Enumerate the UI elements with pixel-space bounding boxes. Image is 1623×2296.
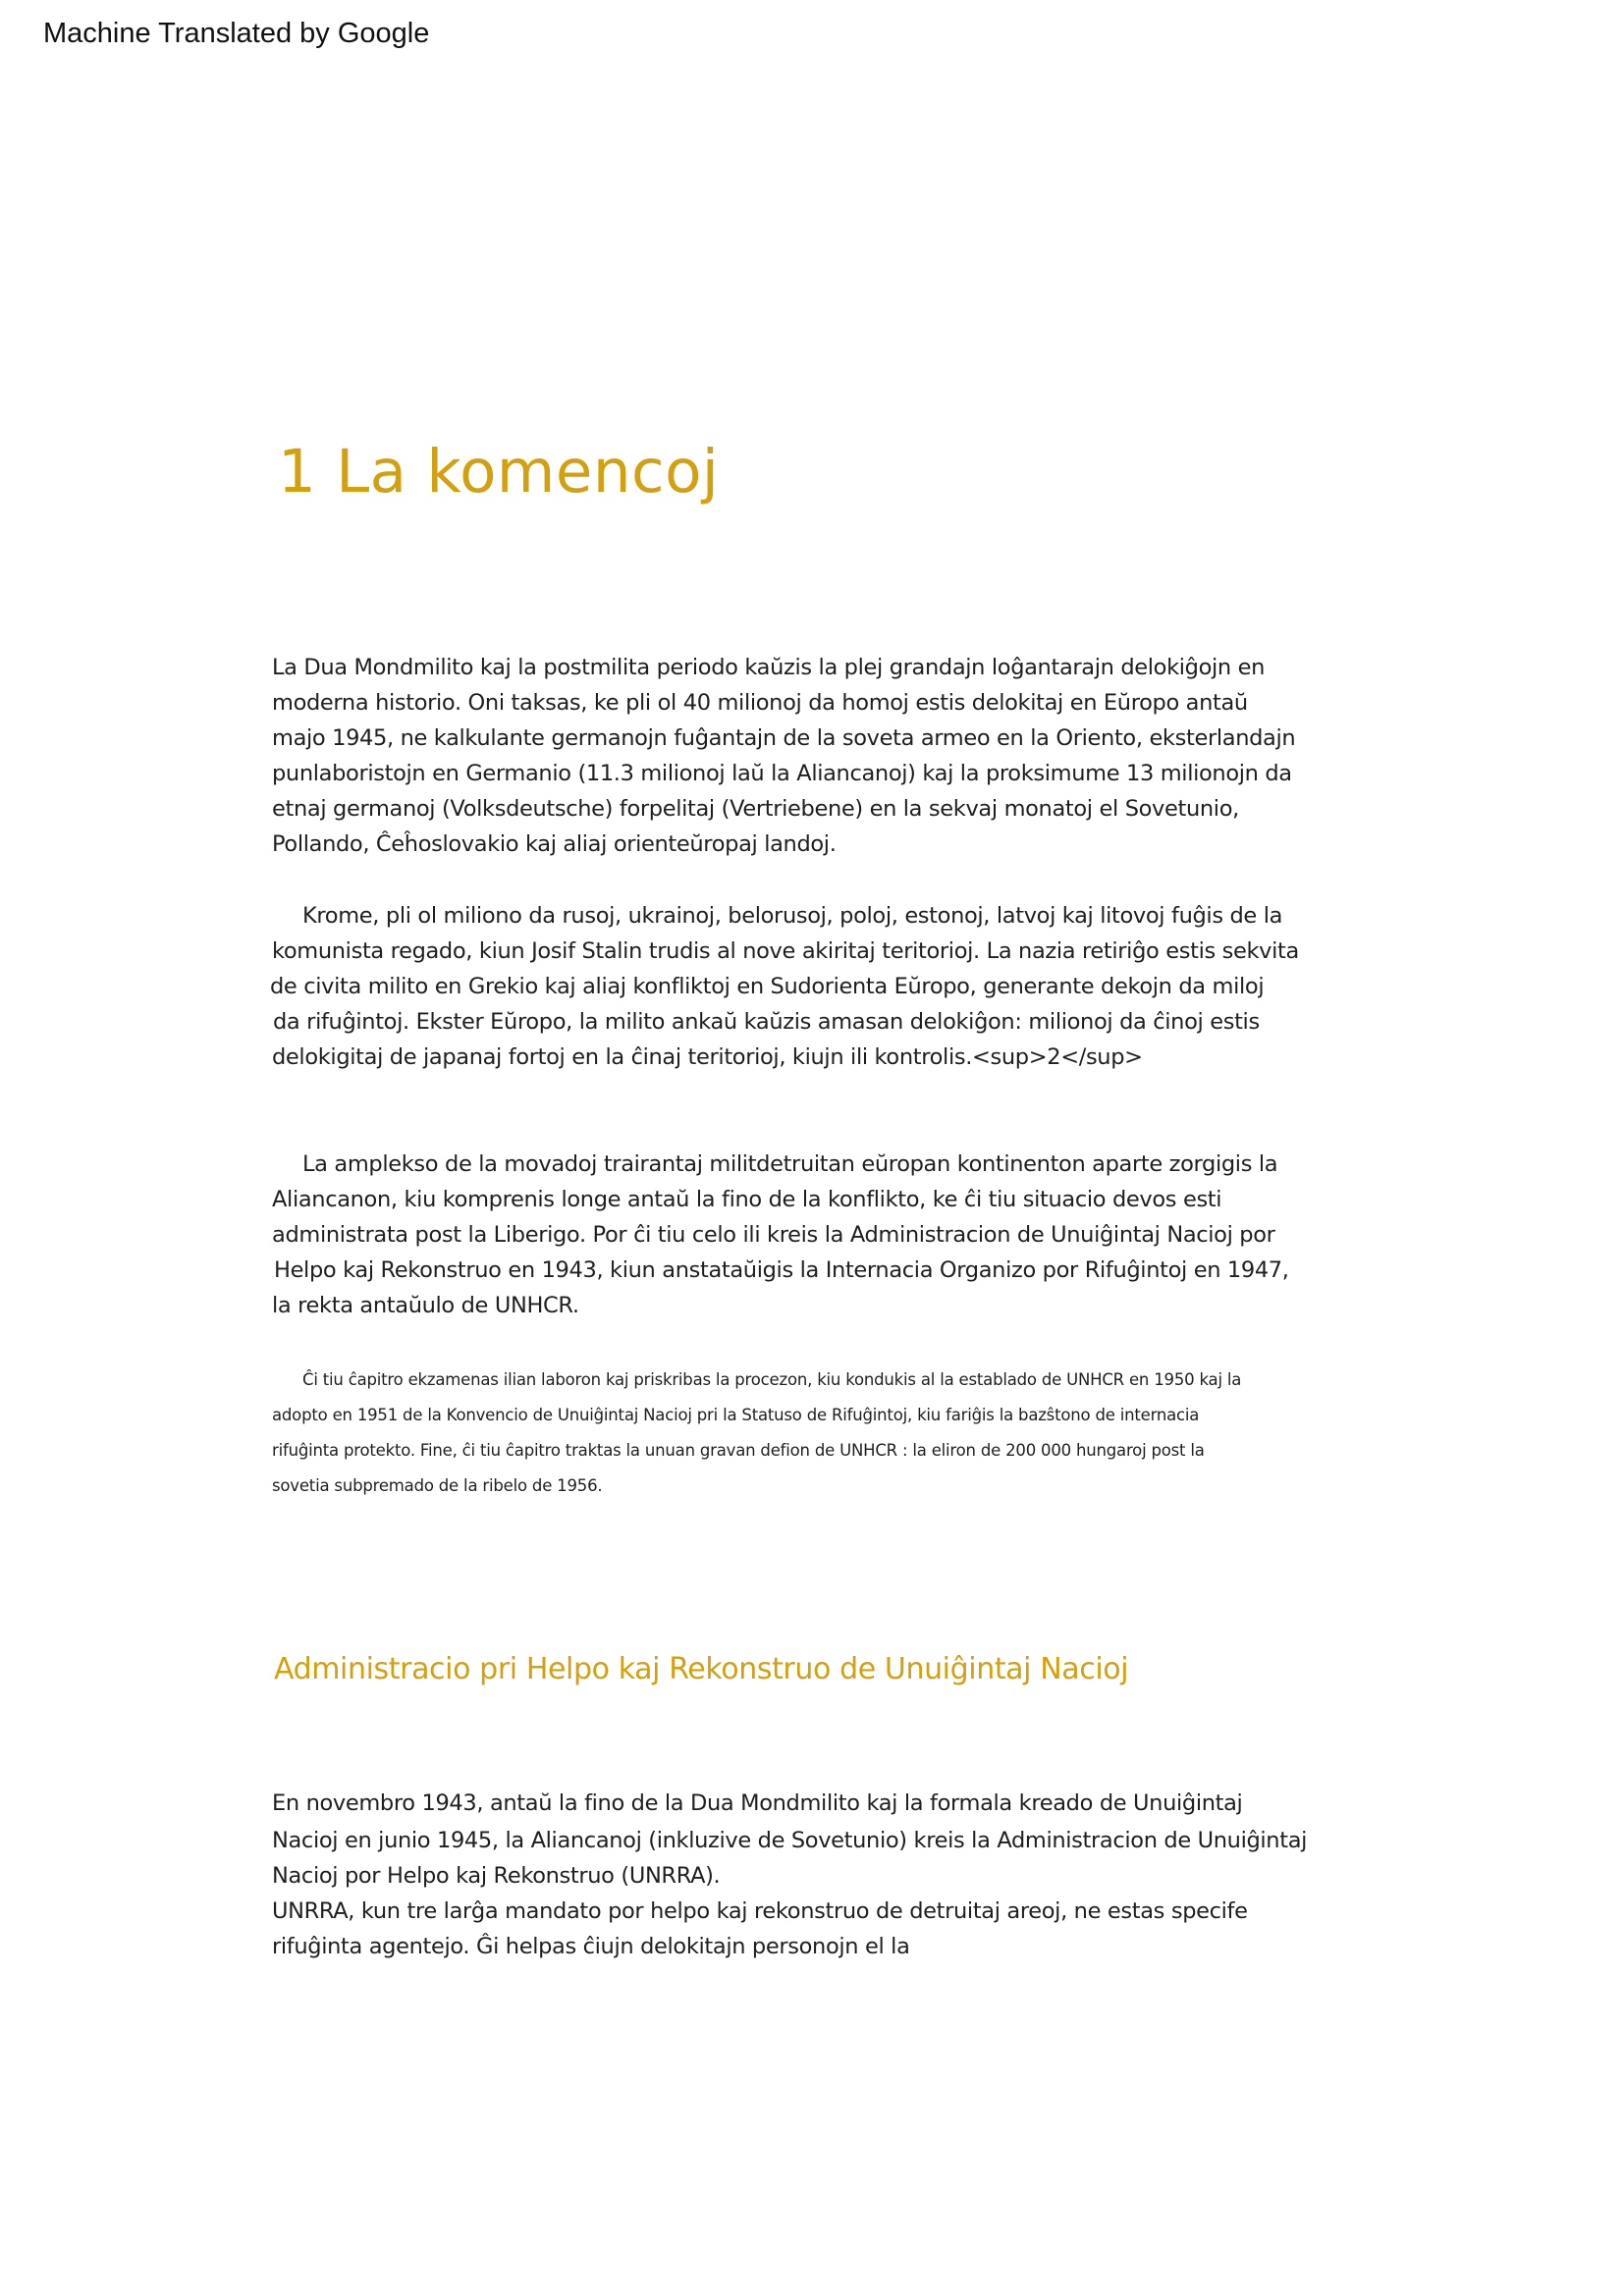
text-line: delokigitaj de japanaj fortoj en la ĉinaj teritorioj, kiujn ili kontrolis.<sup>2</sup> — [272, 1044, 1143, 1070]
machine-translation-banner: Machine Translated by Google — [43, 18, 430, 49]
text-line: Pollando, Ĉeĥoslovakio kaj aliaj orienteŭropaj landoj. — [272, 831, 837, 857]
text-line: administrata post la Liberigo. Por ĉi tiu celo ili kreis la Administracion de Unuiĝintaj Nacioj por — [272, 1222, 1275, 1248]
text-line: adopto en 1951 de la Konvencio de Unuiĝintaj Nacioj pri la Statuso de Rifuĝintoj, kiu fariĝis la bazŝtono de internacia — [272, 1406, 1200, 1424]
text-line: etnaj germanoj (Volksdeutsche) forpelitaj (Vertriebene) en la sekvaj monatoj el Sovetunio, — [272, 796, 1239, 822]
text-line: sovetia subpremado de la ribelo de 1956. — [272, 1476, 603, 1495]
text-line: rifuĝinta protekto. Fine, ĉi tiu ĉapitro traktas la unuan gravan defion de UNHCR : la eliron de 200 000 hungaroj post la — [272, 1441, 1205, 1460]
section-title: Administracio pri Helpo kaj Rekonstruo de Unuiĝintaj Nacioj — [274, 1652, 1129, 1686]
text-line: La amplekso de la movadoj trairantaj militdetruitan eŭropan kontinenton aparte zorgigis la — [302, 1151, 1278, 1177]
text-line: da rifuĝintoj. Ekster Eŭropo, la milito ankaŭ kaŭzis amasan delokiĝon: milionoj da ĉinoj estis — [273, 1009, 1260, 1035]
text-line: Nacioj en junio 1945, la Aliancanoj (inkluzive de Sovetunio) kreis la Administracion de Unuiĝintaj — [272, 1828, 1308, 1853]
text-line: La Dua Mondmilito kaj la postmilita periodo kaŭzis la plej grandajn loĝantarajn delokiĝojn en — [272, 655, 1266, 680]
chapter-title: 1 La komencoj — [278, 437, 720, 507]
text-line: Nacioj por Helpo kaj Rekonstruo (UNRRA). — [272, 1863, 721, 1889]
text-line: de civita milito en Grekio kaj aliaj konfliktoj en Sudorienta Eŭropo, generante dekojn da miloj — [270, 974, 1265, 999]
text-line: komunista regado, kiun Josif Stalin trudis al nove akiritaj teritorioj. La nazia retiriĝo estis sekvita — [272, 938, 1299, 964]
text-line: Krome, pli ol miliono da rusoj, ukrainoj, belorusoj, poloj, estonoj, latvoj kaj litovoj fuĝis de la — [302, 903, 1283, 929]
text-line: punlaboristojn en Germanio (11.3 milionoj laŭ la Aliancanoj) kaj la proksimume 13 milionojn da — [272, 761, 1292, 786]
text-line: Aliancanon, kiu komprenis longe antaŭ la fino de la konflikto, ke ĉi tiu situacio devos esti — [272, 1187, 1222, 1212]
text-line: UNRRA, kun tre larĝa mandato por helpo kaj rekonstruo de detruitaj areoj, ne estas specife — [272, 1898, 1248, 1924]
text-line: Helpo kaj Rekonstruo en 1943, kiun anstataŭigis la Internacia Organizo por Rifuĝintoj en 1947, — [274, 1257, 1289, 1283]
text-line: Ĉi tiu ĉapitro ekzamenas ilian laboron kaj priskribas la procezon, kiu kondukis al la establado de UNHCR en 1950 kaj la — [302, 1370, 1242, 1389]
text-line: En novembro 1943, antaŭ la fino de la Dua Mondmilito kaj la formala kreado de Unuiĝintaj — [272, 1790, 1243, 1816]
text-line: rifuĝinta agentejo. Ĝi helpas ĉiujn delokitajn personojn el la — [272, 1934, 910, 1959]
text-line: la rekta antaŭulo de UNHCR. — [272, 1293, 579, 1318]
text-line: moderna historio. Oni taksas, ke pli ol 40 milionoj da homoj estis delokitaj en Eŭropo antaŭ — [272, 690, 1248, 716]
text-line: majo 1945, ne kalkulante germanojn fuĝantajn de la soveta armeo en la Oriento, eksterlandajn — [272, 725, 1296, 751]
